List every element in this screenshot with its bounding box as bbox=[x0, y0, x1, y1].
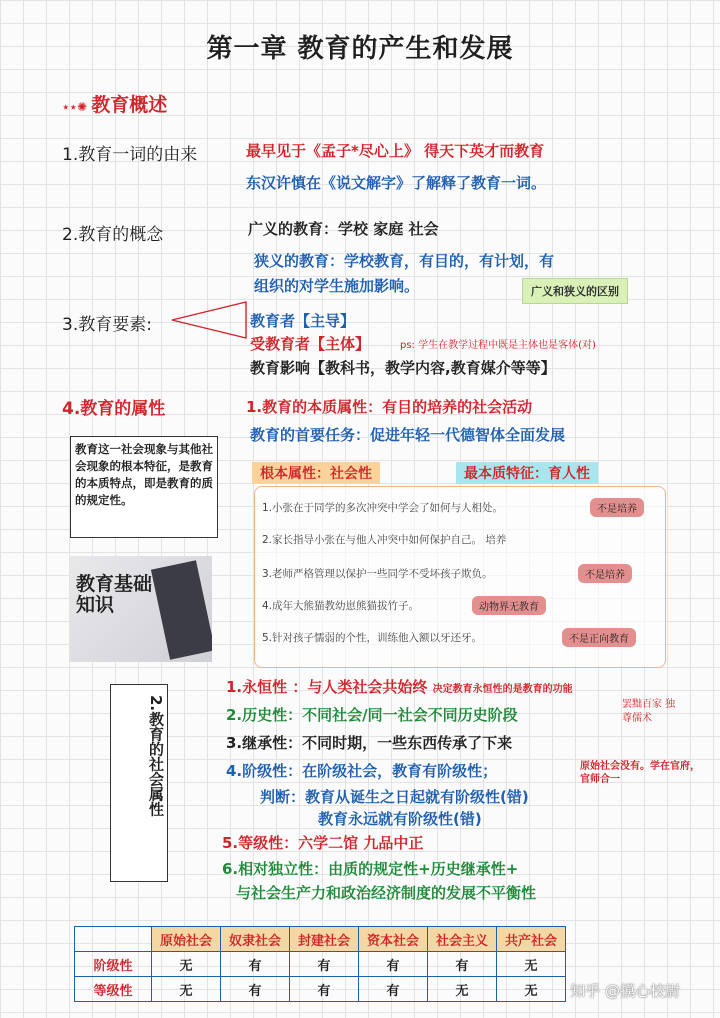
bracket-arrow-icon bbox=[168, 298, 250, 342]
concept-note: 广义和狭义的区别 bbox=[522, 278, 628, 304]
social-attributes-box bbox=[110, 684, 168, 882]
social-attributes-label: 2.教育的社会属性 bbox=[147, 695, 165, 817]
table-cell: 无 bbox=[497, 977, 566, 1002]
elements-educator: 教育者【主导】 bbox=[250, 312, 356, 330]
example-5: 5.针对孩子懦弱的个性，训练他入额以牙还牙。 bbox=[262, 632, 483, 644]
table-cell: 有 bbox=[359, 977, 428, 1002]
social-item-4-note: 原始社会没有。学在官府，官师合一 bbox=[580, 761, 700, 785]
social-item-2 bbox=[226, 704, 518, 725]
sparkle-icon: ⋆⋆✺ bbox=[62, 100, 92, 114]
social-item-6: 教育永远就有阶级性(错) bbox=[318, 810, 482, 828]
social-item-9: 与社会生产力和政治经济制度的发展不平衡性 bbox=[236, 884, 537, 902]
social-item-1-note: 决定教育永恒性的是教育的功能 bbox=[432, 684, 573, 695]
table-cell: 有 bbox=[290, 952, 359, 977]
section-heading-text: 教育概述 bbox=[91, 94, 168, 116]
item-label-origin: 1.教育一词的由来 bbox=[62, 145, 198, 165]
table-header: 共产社会 bbox=[497, 927, 566, 952]
basic-attribute: 根本属性：社会性 bbox=[252, 462, 380, 484]
example-4: 4.成年大熊猫教幼崽熊猫拔竹子。 bbox=[262, 600, 420, 612]
table-row bbox=[75, 977, 566, 1002]
elements-influence: 教育影响【教科书，教学内容,教育媒介等等】 bbox=[250, 359, 556, 377]
origin-line-2: 东汉许慎在《说文解字》了解释了教育一词。 bbox=[246, 174, 547, 192]
attribute-note-text: 教育这一社会现象与其他社会现象的根本特征，是教育的本质特点，即是教育的质的规定性。 bbox=[75, 442, 213, 507]
section-heading-overview bbox=[62, 90, 167, 117]
table-header: 奴隶社会 bbox=[221, 927, 290, 952]
attr-primary-task: 教育的首要任务：促进年轻一代德智体全面发展 bbox=[250, 426, 566, 444]
social-item-8: 6.相对独立性：由质的规定性+历史继承性+ bbox=[222, 860, 519, 878]
table-row-label: 阶级性 bbox=[75, 952, 152, 977]
concept-narrow-2: 组织的对学生施加影响。 bbox=[254, 277, 420, 295]
example-1-tag: 不是培养 bbox=[590, 498, 644, 517]
book-spine bbox=[151, 560, 212, 660]
table-cell: 无 bbox=[428, 977, 497, 1002]
example-1: 1.小张在于同学的多次冲突中学会了如何与人相处。 bbox=[262, 502, 504, 514]
table-cell: 有 bbox=[221, 977, 290, 1002]
social-item-4: 4.阶级性：在阶级社会，教育有阶级性； bbox=[226, 762, 498, 780]
table-row-label: 等级性 bbox=[75, 977, 152, 1002]
table-cell: 无 bbox=[152, 952, 221, 977]
table-header: 资本社会 bbox=[359, 927, 428, 952]
item-label-elements: 3.教育要素: bbox=[62, 315, 152, 335]
example-4-tag: 动物界无教育 bbox=[472, 596, 546, 615]
social-item-2-text: 2.历史性：不同社会/同一社会不同历史阶段 bbox=[226, 706, 518, 724]
social-item-1 bbox=[226, 676, 573, 697]
example-2: 2.家长指导小张在与他人冲突中如何保护自己。 培养 bbox=[262, 534, 507, 546]
item-label-concept: 2.教育的概念 bbox=[62, 225, 164, 245]
essential-feature: 最本质特征：育人性 bbox=[456, 462, 598, 484]
attribute-note-box bbox=[70, 436, 218, 538]
table-header-row bbox=[75, 927, 566, 952]
item-label-attributes: 4.教育的属性 bbox=[62, 399, 166, 419]
table-cell: 有 bbox=[290, 977, 359, 1002]
watermark: 知乎 @摸心校尉 bbox=[570, 982, 680, 1000]
table-cell: 有 bbox=[221, 952, 290, 977]
table-header: 原始社会 bbox=[152, 927, 221, 952]
table-row bbox=[75, 952, 566, 977]
table-cell: 无 bbox=[152, 977, 221, 1002]
concept-narrow-1: 狭义的教育：学校教育，有目的，有计划，有 bbox=[254, 252, 555, 270]
origin-line-1: 最早见于《孟子*尽心上》 得天下英才而教育 bbox=[246, 142, 545, 160]
page-title: 第一章 教育的产生和发展 bbox=[206, 34, 514, 64]
example-3-tag: 不是培养 bbox=[578, 564, 632, 583]
attr-essence: 1.教育的本质属性：有目的培养的社会活动 bbox=[246, 398, 533, 416]
social-item-2-note: 罢黜百家 独尊儒术 bbox=[622, 699, 676, 724]
table-header: 社会主义 bbox=[428, 927, 497, 952]
table-cell: 有 bbox=[428, 952, 497, 977]
social-item-5: 判断：教育从诞生之日起就有阶级性(错) bbox=[260, 788, 529, 806]
elements-educatee: 受教育者【主体】 bbox=[250, 335, 371, 353]
elements-ps: ps: 学生在教学过程中既是主体也是客体(对) bbox=[400, 340, 596, 351]
table-corner bbox=[75, 927, 152, 952]
concept-broad: 广义的教育：学校 家庭 社会 bbox=[248, 220, 439, 238]
table-cell: 无 bbox=[497, 952, 566, 977]
social-item-7: 5.等级性：六学二馆 九品中正 bbox=[222, 834, 424, 852]
table-header: 封建社会 bbox=[290, 927, 359, 952]
book-title: 教育基础知识 bbox=[76, 573, 153, 616]
society-table bbox=[74, 926, 566, 1002]
book-cover-image bbox=[70, 556, 212, 662]
social-item-3: 3.继承性：不同时期，一些东西传承了下来 bbox=[226, 734, 513, 752]
table-cell: 有 bbox=[359, 952, 428, 977]
social-item-1-text: 1.永恒性 ：与人类社会共始终 bbox=[226, 678, 428, 696]
example-5-tag: 不是正向教育 bbox=[562, 628, 636, 647]
example-3: 3.老师严格管理以保护一些同学不受坏孩子欺负。 bbox=[262, 568, 493, 580]
